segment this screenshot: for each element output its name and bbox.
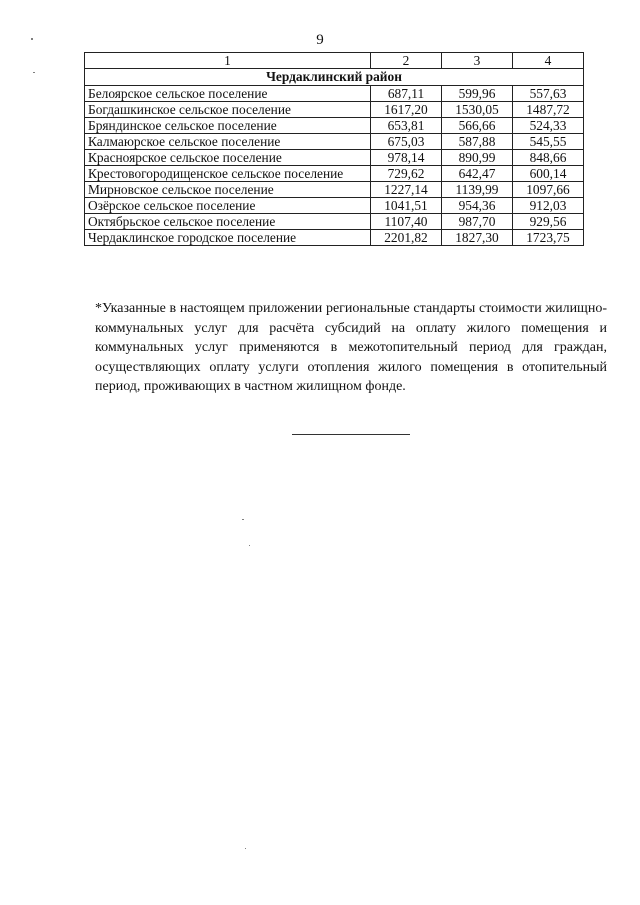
settlement-name: Мирновское сельское поселение: [85, 182, 371, 198]
table-row: [85, 214, 584, 230]
footnote: *Указанные в настоящем приложении региональные стандарты стоимости жилищно-коммунальных услуг для расчёта субсидий на оплату жилого помещения и коммунальных услуг применяются в межотопительный период для граждан, осуществляющих оплату услуги отопления жилого помещения в отопительный период, проживающих в частном жилищном фонде.: [95, 301, 607, 394]
scan-speck: [242, 519, 244, 520]
value-col4: 929,56: [513, 214, 584, 230]
value-col3: 890,99: [442, 150, 513, 166]
value-col4: 524,33: [513, 118, 584, 134]
table-header-row: [85, 53, 584, 69]
scan-speck: [249, 545, 250, 546]
value-col4: 912,03: [513, 198, 584, 214]
table-row: [85, 182, 584, 198]
value-col4: 1487,72: [513, 102, 584, 118]
settlement-name: Чердаклинское городское поселение: [85, 230, 371, 246]
settlement-name: Октябрьское сельское поселение: [85, 214, 371, 230]
column-header-3: 3: [442, 53, 513, 69]
value-col2: 675,03: [371, 134, 442, 150]
settlement-name: Бряндинское сельское поселение: [85, 118, 371, 134]
table-row: [85, 102, 584, 118]
value-col4: 557,63: [513, 86, 584, 102]
value-col2: 1041,51: [371, 198, 442, 214]
value-col4: 545,55: [513, 134, 584, 150]
value-col4: 1097,66: [513, 182, 584, 198]
value-col2: 2201,82: [371, 230, 442, 246]
value-col2: 978,14: [371, 150, 442, 166]
scan-speck: [245, 848, 246, 849]
column-header-2: 2: [371, 53, 442, 69]
table-row: [85, 134, 584, 150]
column-header-1: 1: [85, 53, 371, 69]
value-col4: 848,66: [513, 150, 584, 166]
value-col2: 1617,20: [371, 102, 442, 118]
value-col2: 729,62: [371, 166, 442, 182]
table-row: [85, 166, 584, 182]
settlement-name: Богдашкинское сельское поселение: [85, 102, 371, 118]
table-row: [85, 198, 584, 214]
column-header-4: 4: [513, 53, 584, 69]
value-col3: 566,66: [442, 118, 513, 134]
settlement-name: Озёрское сельское поселение: [85, 198, 371, 214]
district-title: Чердаклинский район: [85, 69, 584, 86]
value-col3: 642,47: [442, 166, 513, 182]
settlement-name: Калмаюрское сельское поселение: [85, 134, 371, 150]
value-col2: 687,11: [371, 86, 442, 102]
table-row: [85, 118, 584, 134]
table-row: [85, 86, 584, 102]
settlement-name: Красноярское сельское поселение: [85, 150, 371, 166]
scan-speck: [33, 72, 35, 73]
value-col2: 653,81: [371, 118, 442, 134]
value-col3: 987,70: [442, 214, 513, 230]
table-row: [85, 150, 584, 166]
closing-rule: [292, 434, 410, 435]
scan-speck: [31, 38, 33, 40]
settlement-name: Крестовогородищенское сельское поселение: [85, 166, 371, 182]
value-col3: 587,88: [442, 134, 513, 150]
page-number: 9: [316, 32, 324, 48]
value-col3: 599,96: [442, 86, 513, 102]
value-col3: 1827,30: [442, 230, 513, 246]
standards-table: [84, 52, 584, 246]
value-col3: 954,36: [442, 198, 513, 214]
standards-table-container: [84, 52, 584, 246]
value-col2: 1107,40: [371, 214, 442, 230]
table-row: [85, 230, 584, 246]
value-col3: 1139,99: [442, 182, 513, 198]
district-row: [85, 69, 584, 86]
settlement-name: Белоярское сельское поселение: [85, 86, 371, 102]
value-col4: 600,14: [513, 166, 584, 182]
value-col2: 1227,14: [371, 182, 442, 198]
value-col3: 1530,05: [442, 102, 513, 118]
value-col4: 1723,75: [513, 230, 584, 246]
